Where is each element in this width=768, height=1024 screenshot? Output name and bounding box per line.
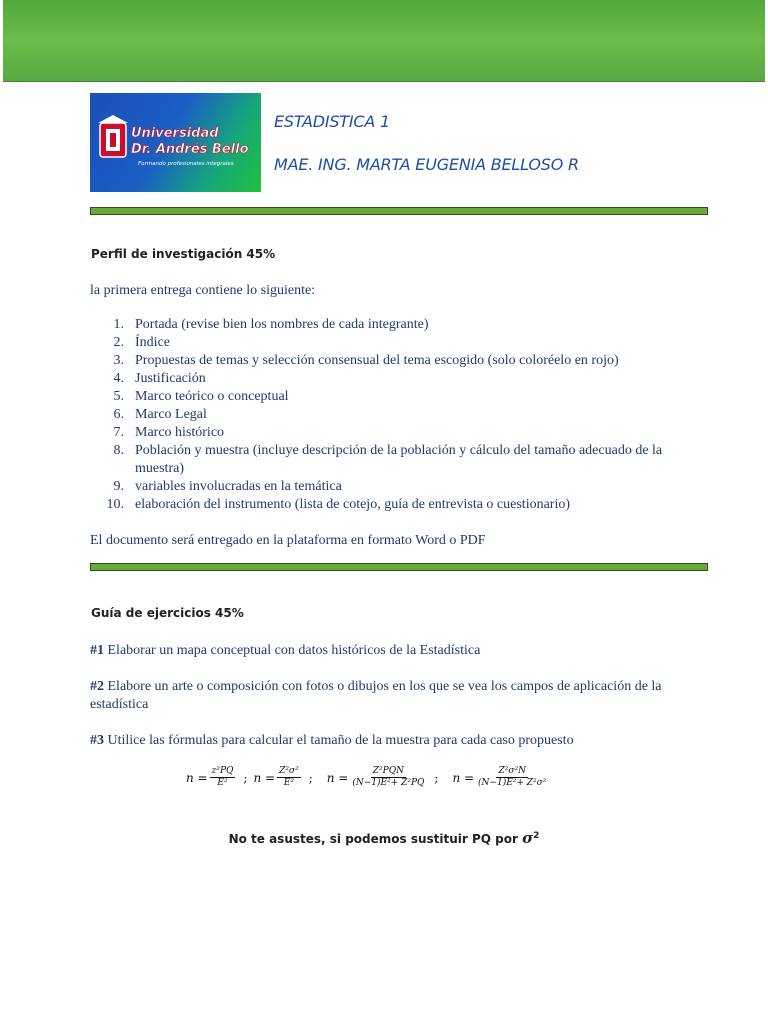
formula-2: n = $\frac{\text{Z²σ²}}{\text{E²}}$ ; xyxy=(253,766,313,788)
list-item: 2. Índice xyxy=(113,335,170,350)
sample-size-formulas xyxy=(186,766,550,789)
section-divider xyxy=(90,563,708,571)
list-item: 9. variables involucradas en la temática xyxy=(113,479,342,494)
section2-heading: Guía de ejercicios 45% xyxy=(91,606,244,620)
list-item: 10. elaboración del instrumento (lista de cotejo, guía de entrevista o cuestionario) xyxy=(106,497,571,512)
list-item: 8. Población y muestra (incluye descripción de la población y cálculo del tamaño adecuado de la muestra) xyxy=(113,443,663,476)
section1-intro: la primera entrega contiene lo siguiente: xyxy=(90,283,316,298)
formula-1: n = $\frac{\text{z²PQ}}{\text{E²}}$ ; xyxy=(186,766,248,788)
exercise-2: #2 Elabore un arte o composición con fotos o dibujos en los que se vea los campos de aplicación de la estadística xyxy=(90,679,662,712)
teacher-name: MAE. ING. MARTA EUGENIA BELLOSO R xyxy=(274,155,579,174)
list-item: 5. Marco teórico o conceptual xyxy=(113,389,289,404)
list-item: 6. Marco Legal xyxy=(113,407,207,422)
svg-text:Dr. Andrés Bello: Dr. Andrés Bello xyxy=(131,142,249,157)
top-green-band xyxy=(3,0,765,82)
university-emblem-icon xyxy=(90,93,261,192)
exercise-3: #3 Utilice las fórmulas para calcular el tamaño de la muestra para cada caso propuesto xyxy=(90,733,574,748)
formula-4: n = $\frac{\text{Z²σ²N}}{\text{(N−1)E²+ Z²σ²}}$ xyxy=(452,766,547,788)
exercise-1: #1 Elaborar un mapa conceptual con datos históricos de la Estadística xyxy=(90,643,481,658)
section-divider xyxy=(90,207,708,215)
svg-text:Universidad: Universidad xyxy=(131,126,219,141)
formula-3: n = $\frac{\text{Z²PQN}}{\text{(N−1)E²+ Z²PQ}}$ ; xyxy=(326,766,439,788)
deliverables-list xyxy=(90,316,690,514)
list-item: 1. Portada (revise bien los nombres de cada integrante) xyxy=(113,317,429,332)
list-item: 7. Marco histórico xyxy=(113,425,225,440)
sigma-note: No te asustes, si podemos sustituir PQ por $\sigma^2$ xyxy=(228,829,540,847)
submission-note: El documento será entregado en la plataforma en formato Word o PDF xyxy=(90,533,486,548)
section1-heading: Perfil de investigación 45% xyxy=(91,247,276,261)
university-logo xyxy=(90,93,261,192)
svg-text:Formando profesionales integra: Formando profesionales integrales xyxy=(138,161,234,167)
list-item: 3. Propuestas de temas y selección consensual del tema escogido (solo coloréelo en rojo) xyxy=(113,353,619,368)
course-title: ESTADISTICA 1 xyxy=(274,112,390,131)
list-item: 4. Justificación xyxy=(113,371,206,386)
